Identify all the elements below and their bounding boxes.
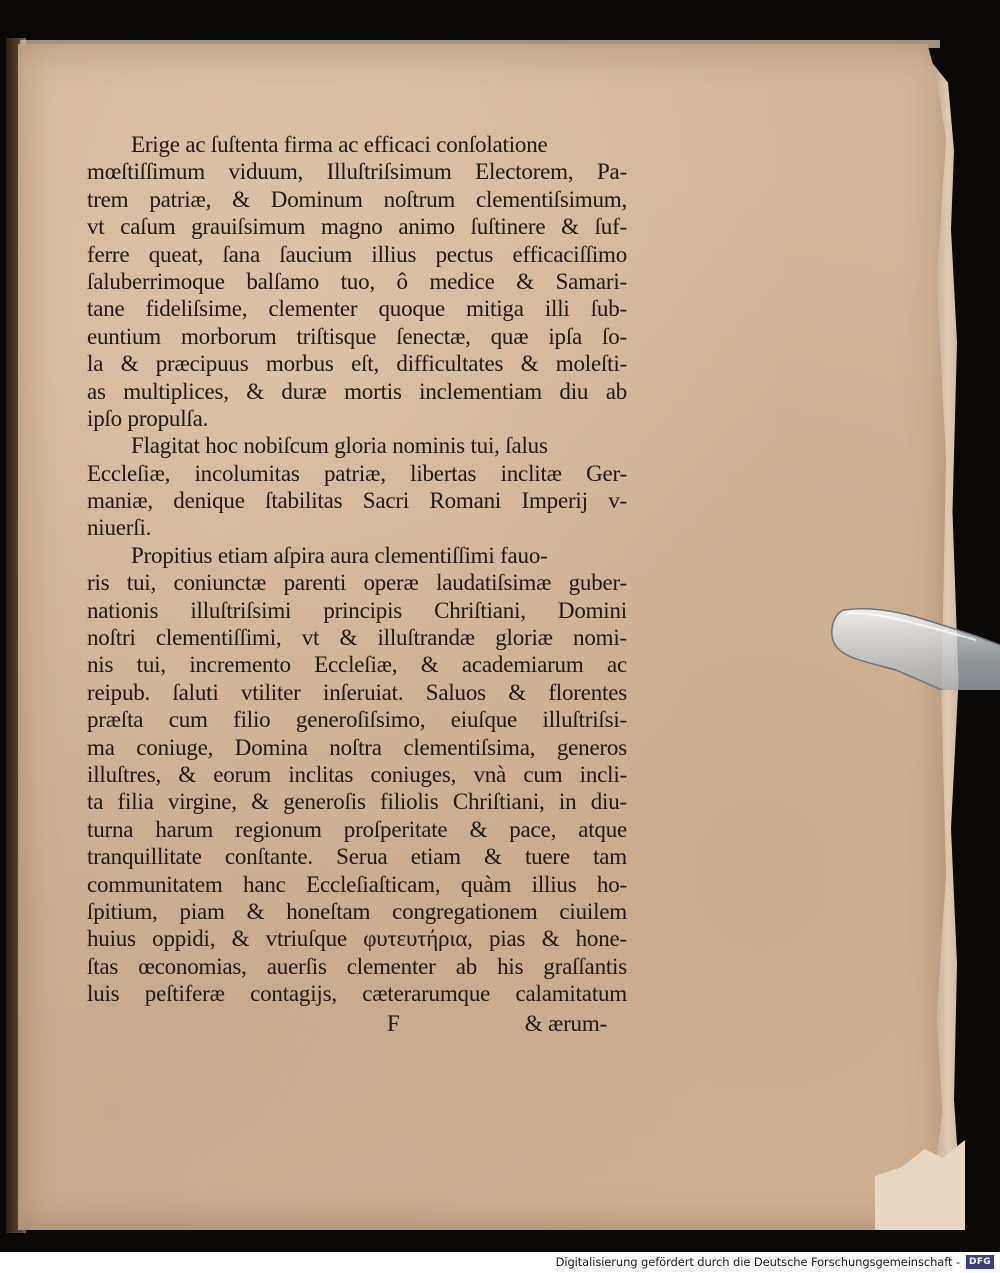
text-line: tranquillitate conſtante. Serua etiam & tuere tam [87, 844, 627, 870]
text-line: euntium morborum triſtisque ſenectæ, quæ ipſa ſo- [87, 323, 627, 349]
text-line: Eccleſiæ, incolumitas patriæ, libertas inclitæ Ger- [87, 460, 627, 486]
text-line: luis peſtiferæ contagijs, cæterarumque calamitatum [87, 981, 627, 1007]
text-line: niuerſi. [87, 515, 152, 541]
text-line: reipub. ſaluti vtiliter inſeruiat. Saluos & florentes [87, 679, 627, 705]
text-line: præſta cum filio generoſiſsimo, eiuſque illuſtriſsi- [87, 707, 627, 733]
text-line: mœſtiſſimum viduum, Illuſtriſsimum Electorem, Pa- [87, 159, 627, 185]
text-line: ta filia virgine, & generoſis filiolis Chriſtiani, in diu- [87, 789, 627, 815]
text-line: nis tui, incremento Eccleſiæ, & academiarum ac [87, 652, 627, 678]
text-line: tane fideliſsime, clementer quoque mitiga illi ſub- [87, 296, 627, 322]
text-block [87, 131, 627, 1037]
text-line: ris tui, coniunctæ parenti operæ laudatiſsimæ guber- [87, 570, 627, 596]
page-footer [387, 1010, 607, 1037]
text-line: ſtas œconomias, auerſis clementer ab his graſſantis [87, 953, 627, 979]
text-line: Flagitat hoc nobiſcum gloria nominis tui, ſalus [131, 433, 548, 459]
text-line: huius oppidi, & vtriuſque φυτευτήρια, pias & hone- [87, 926, 627, 952]
credit-bar [0, 1252, 1000, 1273]
text-line: ipſo propulſa. [87, 405, 209, 431]
catchword: & ærum- [524, 1010, 607, 1036]
text-line: ferre queat, ſana ſaucium illius pectus efficaciſſimo [87, 241, 627, 267]
text-line: illuſtres, & eorum inclitas coniuges, vnà cum incli- [87, 761, 627, 787]
signature-mark: F [387, 1010, 400, 1036]
dfg-logo: DFG [966, 1255, 994, 1269]
text-line: nationis illuſtriſsimi principis Chriſtiani, Domini [87, 597, 627, 623]
text-line: Propitius etiam aſpira aura clementiſſimi fauo- [131, 542, 548, 568]
text-line: turna harum regionum proſperitate & pace, atque [87, 816, 627, 842]
text-line: noſtri clementiſſimi, vt & illuſtrandæ gloriæ nomi- [87, 625, 627, 651]
text-line: maniæ, denique ſtabilitas Sacri Romani Imperij v- [87, 488, 627, 514]
text-line: Erige ac ſuſtenta firma ac efficaci conſolatione [131, 132, 548, 157]
text-line: vt caſum grauiſsimum magno animo ſuſtinere & ſuf- [87, 214, 627, 240]
glass-page-holder [826, 600, 1000, 690]
text-line: ſpitium, piam & honeſtam congregationem ciuilem [87, 898, 627, 924]
text-line: la & præcipuus morbus eſt, difficultates & moleſti- [87, 351, 627, 377]
text-line: trem patriæ, & Dominum noſtrum clementiſsimum, [87, 186, 627, 212]
text-line: ſaluberrimoque balſamo tuo, ô medice & Samari- [87, 268, 627, 294]
text-line: ma coniuge, Domina noſtra clementiſsima, generos [87, 734, 627, 760]
text-line: communitatem hanc Eccleſiaſticam, quàm illius ho- [87, 871, 627, 897]
credit-text: Digitalisierung gefördert durch die Deutsche Forschungsgemeinschaft - [555, 1255, 960, 1269]
text-line: as multiplices, & duræ mortis inclementiam diu ab [87, 378, 627, 404]
